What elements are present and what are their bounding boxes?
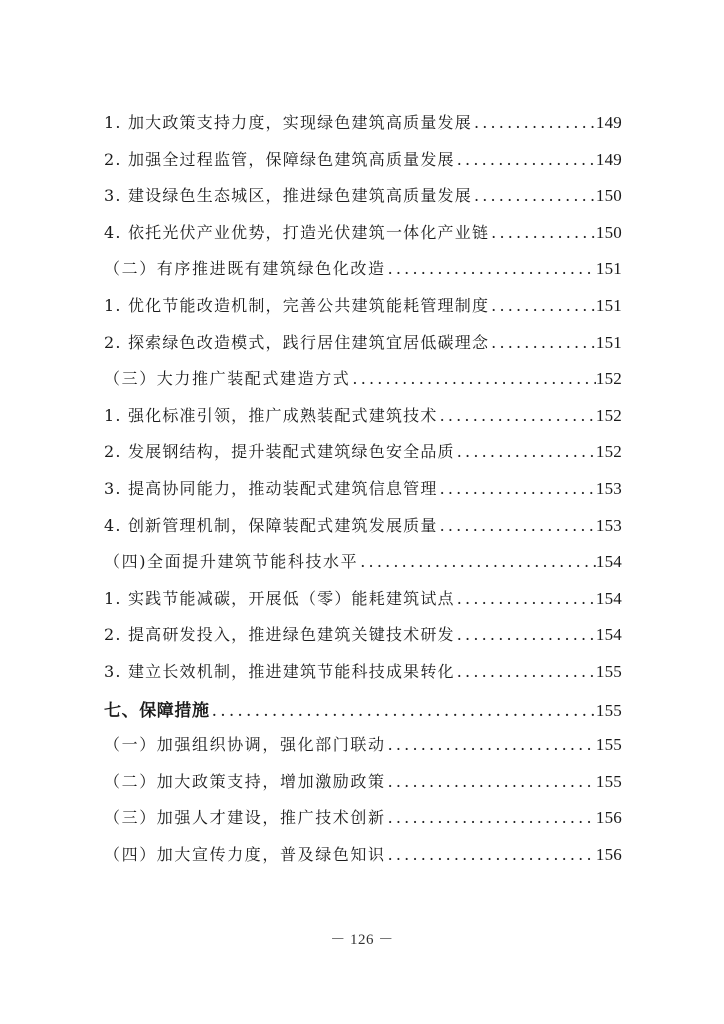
toc-entry-title: （三）加强人才建设，推广技术创新	[104, 808, 386, 828]
toc-entry-page: 155	[595, 771, 622, 791]
toc-entry-page: 152	[595, 405, 622, 425]
toc-entry	[104, 476, 622, 513]
toc-entry	[104, 549, 622, 586]
toc-entry	[104, 439, 622, 476]
toc-dot-leader	[455, 625, 596, 644]
toc-entry	[104, 805, 622, 842]
toc-entry-title: （二）加大政策支持，增加激励政策	[104, 771, 386, 791]
page-number: － 126 －	[330, 932, 394, 948]
toc-entry-title: 4. 创新管理机制，保障装配式建筑发展质量	[104, 515, 438, 535]
toc-entry-title: 3. 建设绿色生态城区，推进绿色建筑高质量发展	[104, 186, 472, 206]
toc-entry	[104, 147, 622, 184]
toc-dot-leader	[386, 845, 596, 864]
toc-dot-leader	[472, 186, 596, 205]
toc-entry-page: 152	[595, 369, 622, 389]
toc-dot-leader	[455, 589, 596, 608]
toc-entry-title: 2. 提高研发投入，推进绿色建筑关键技术研发	[104, 625, 455, 645]
toc-entry-page: 156	[595, 808, 622, 828]
toc-dot-leader	[210, 701, 596, 721]
toc-dot-leader	[438, 479, 596, 498]
toc-dot-leader	[350, 369, 595, 388]
toc-entry	[104, 769, 622, 806]
toc-entry-page: 155	[595, 700, 622, 720]
toc-entry-page: 149	[595, 149, 622, 169]
toc-entry-page: 154	[595, 625, 622, 645]
toc-entry-title: 2. 加强全过程监管，保障绿色建筑高质量发展	[104, 149, 455, 169]
table-of-contents	[104, 110, 622, 878]
toc-entry-page: 151	[595, 295, 622, 315]
toc-dot-leader	[358, 552, 596, 571]
toc-entry	[104, 220, 622, 257]
toc-dot-leader	[455, 150, 596, 169]
toc-dot-leader	[455, 442, 596, 461]
toc-dot-leader	[438, 406, 596, 425]
toc-entry	[104, 622, 622, 659]
toc-entry-title: （一）加强组织协调，强化部门联动	[104, 735, 386, 755]
toc-entry-title: （三）大力推广装配式建造方式	[104, 369, 351, 389]
toc-entry-page: 149	[595, 113, 622, 132]
toc-entry-title: 1. 实践节能减碳，开展低（零）能耗建筑试点	[104, 588, 455, 608]
toc-entry-title: （四）加大宣传力度，普及绿色知识	[104, 844, 386, 864]
toc-dot-leader	[472, 113, 596, 132]
toc-entry-page: 150	[595, 222, 622, 242]
toc-dot-leader	[489, 223, 596, 242]
toc-entry-title: 1. 优化节能改造机制，完善公共建筑能耗管理制度	[104, 295, 490, 315]
toc-entry	[104, 659, 622, 696]
toc-dot-leader	[489, 333, 596, 352]
toc-entry-title: 七、保障措施	[104, 700, 210, 721]
toc-entry-page: 151	[595, 332, 622, 352]
toc-entry	[104, 366, 622, 403]
toc-entry	[104, 330, 622, 367]
toc-dot-leader	[455, 662, 596, 681]
toc-dot-leader	[386, 259, 596, 278]
toc-entry-title: 1. 强化标准引领，推广成熟装配式建筑技术	[104, 405, 438, 425]
toc-dot-leader	[386, 735, 596, 754]
toc-entry-page: 154	[595, 552, 622, 572]
toc-entry-title: 1. 加大政策支持力度，实现绿色建筑高质量发展	[104, 113, 472, 132]
toc-entry-page: 153	[595, 478, 622, 498]
toc-entry-page: 156	[595, 844, 622, 864]
toc-entry	[104, 183, 622, 220]
toc-entry-page: 152	[595, 442, 622, 462]
toc-entry-page: 155	[595, 661, 622, 681]
toc-dot-leader	[438, 516, 596, 535]
toc-entry	[104, 586, 622, 623]
toc-entry-title: （二）有序推进既有建筑绿色化改造	[104, 259, 386, 279]
toc-entry	[104, 110, 622, 147]
toc-entry	[104, 293, 622, 330]
toc-entry	[104, 403, 622, 440]
toc-entry-page: 154	[595, 588, 622, 608]
toc-entry-title: 2. 探索绿色改造模式，践行居住建筑宜居低碳理念	[104, 332, 490, 352]
toc-entry-page: 150	[595, 186, 622, 206]
toc-entry	[104, 256, 622, 293]
toc-entry-title: 4. 依托光伏产业优势，打造光伏建筑一体化产业链	[104, 222, 490, 242]
toc-entry	[104, 513, 622, 550]
toc-entry-page: 151	[595, 259, 622, 279]
toc-entry-title: （四)全面提升建筑节能科技水平	[104, 552, 359, 572]
toc-entry	[104, 732, 622, 769]
toc-dot-leader	[489, 296, 596, 315]
toc-entry-title: 3. 建立长效机制，推进建筑节能科技成果转化	[104, 661, 455, 681]
toc-entry-page: 155	[595, 735, 622, 755]
toc-entry-page: 153	[595, 515, 622, 535]
toc-entry	[104, 696, 622, 733]
toc-dot-leader	[386, 772, 596, 791]
toc-entry	[104, 842, 622, 879]
toc-entry-title: 2. 发展钢结构，提升装配式建筑绿色安全品质	[104, 442, 455, 462]
toc-dot-leader	[386, 808, 596, 827]
toc-entry-title: 3. 提高协同能力，推动装配式建筑信息管理	[104, 478, 438, 498]
